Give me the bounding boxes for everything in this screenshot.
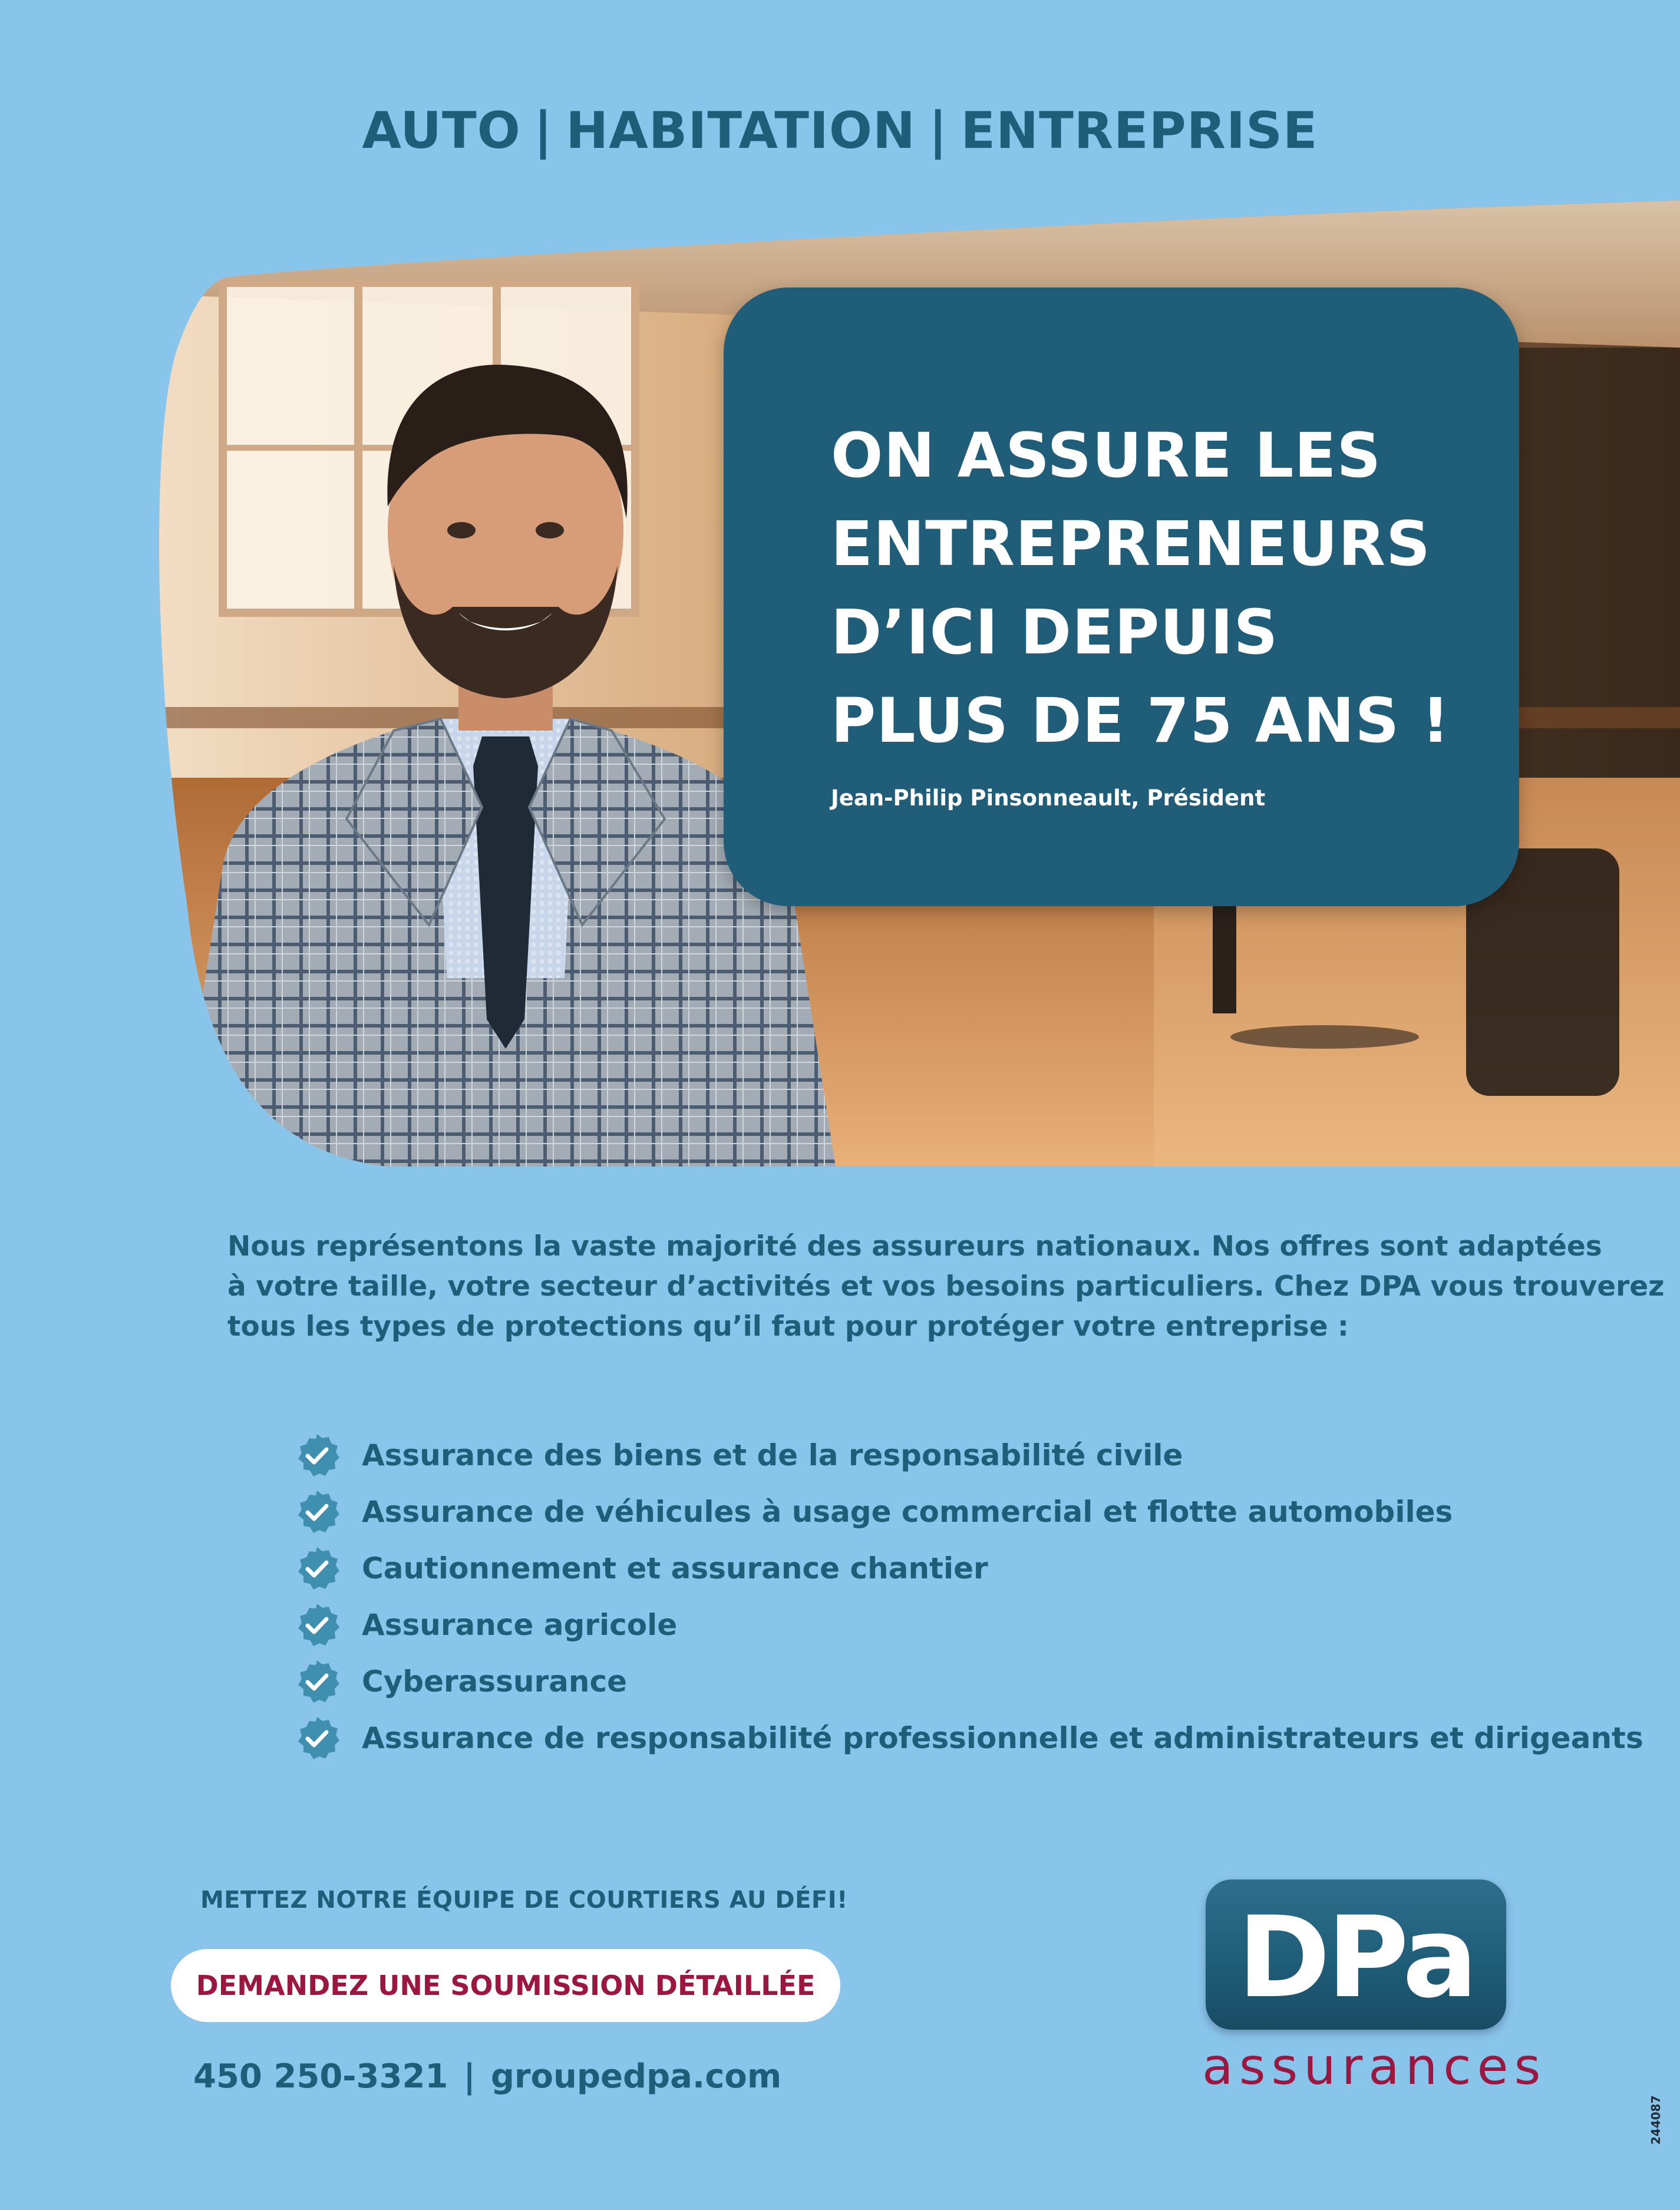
headline-line: D’ICI DEPUIS <box>831 596 1279 668</box>
headline <box>831 411 1514 765</box>
category-auto: AUTO <box>362 101 521 160</box>
coverage-label: Assurance des biens et de la responsabilité civile <box>362 1438 1183 1472</box>
check-badge-icon <box>295 1659 339 1704</box>
category-separator: | <box>928 101 948 160</box>
list-item <box>295 1484 1643 1540</box>
request-quote-button[interactable]: DEMANDEZ UNE SOUMISSION DÉTAILLÉE <box>171 1949 840 2022</box>
dpa-logo <box>1202 1879 1547 2103</box>
intro-line: à votre taille, votre secteur d’activités et vos besoins particuliers. Chez DPA vous trouverez <box>227 1270 1665 1303</box>
headline-line: ON ASSURE LES <box>831 419 1382 491</box>
website-link[interactable]: groupedpa.com <box>490 2057 782 2096</box>
coverage-label: Assurance de responsabilité professionnelle et administrateurs et dirigeants <box>362 1721 1643 1755</box>
coverage-label: Assurance agricole <box>362 1608 678 1642</box>
list-item <box>295 1540 1643 1597</box>
check-badge-icon <box>295 1546 339 1591</box>
phone-link[interactable]: 450 250-3321 <box>193 2057 448 2096</box>
ad-reference-number: 244087 <box>1649 2095 1663 2145</box>
list-item <box>295 1710 1643 1766</box>
challenge-tagline: METTEZ NOTRE ÉQUIPE DE COURTIERS AU DÉFI! <box>200 1887 848 1914</box>
headline-line: ENTREPRENEURS <box>831 508 1431 580</box>
logo-subtitle: assurances <box>1202 2037 1547 2096</box>
logo-mark: DPa <box>1237 1892 1475 2023</box>
headline-panel <box>724 288 1519 906</box>
coverage-label: Cautionnement et assurance chantier <box>362 1551 988 1585</box>
intro-paragraph <box>227 1227 1665 1347</box>
category-header <box>0 101 1680 160</box>
list-item <box>295 1427 1643 1484</box>
intro-line: tous les types de protections qu’il faut pour protéger votre entreprise : <box>227 1310 1349 1343</box>
check-badge-icon <box>295 1433 339 1478</box>
coverage-label: Cyberassurance <box>362 1664 628 1699</box>
headline-line: PLUS DE 75 ANS ! <box>831 685 1450 757</box>
contact-line <box>193 2057 781 2096</box>
category-habitation: HABITATION <box>566 101 916 160</box>
intro-line: Nous représentons la vaste majorité des assureurs nationaux. Nos offres sont adaptées <box>227 1230 1602 1263</box>
coverage-list <box>295 1427 1643 1766</box>
list-item <box>295 1597 1643 1653</box>
check-badge-icon <box>295 1603 339 1647</box>
president-signature: Jean-Philip Pinsonneault, Président <box>831 785 1266 811</box>
check-badge-icon <box>295 1716 339 1760</box>
category-separator: | <box>533 101 553 160</box>
check-badge-icon <box>295 1489 339 1534</box>
contact-separator: | <box>463 2057 476 2096</box>
list-item <box>295 1653 1643 1710</box>
logo-tile <box>1206 1879 1506 2030</box>
category-entreprise: ENTREPRISE <box>961 101 1318 160</box>
coverage-label: Assurance de véhicules à usage commercial et flotte automobiles <box>362 1495 1453 1529</box>
